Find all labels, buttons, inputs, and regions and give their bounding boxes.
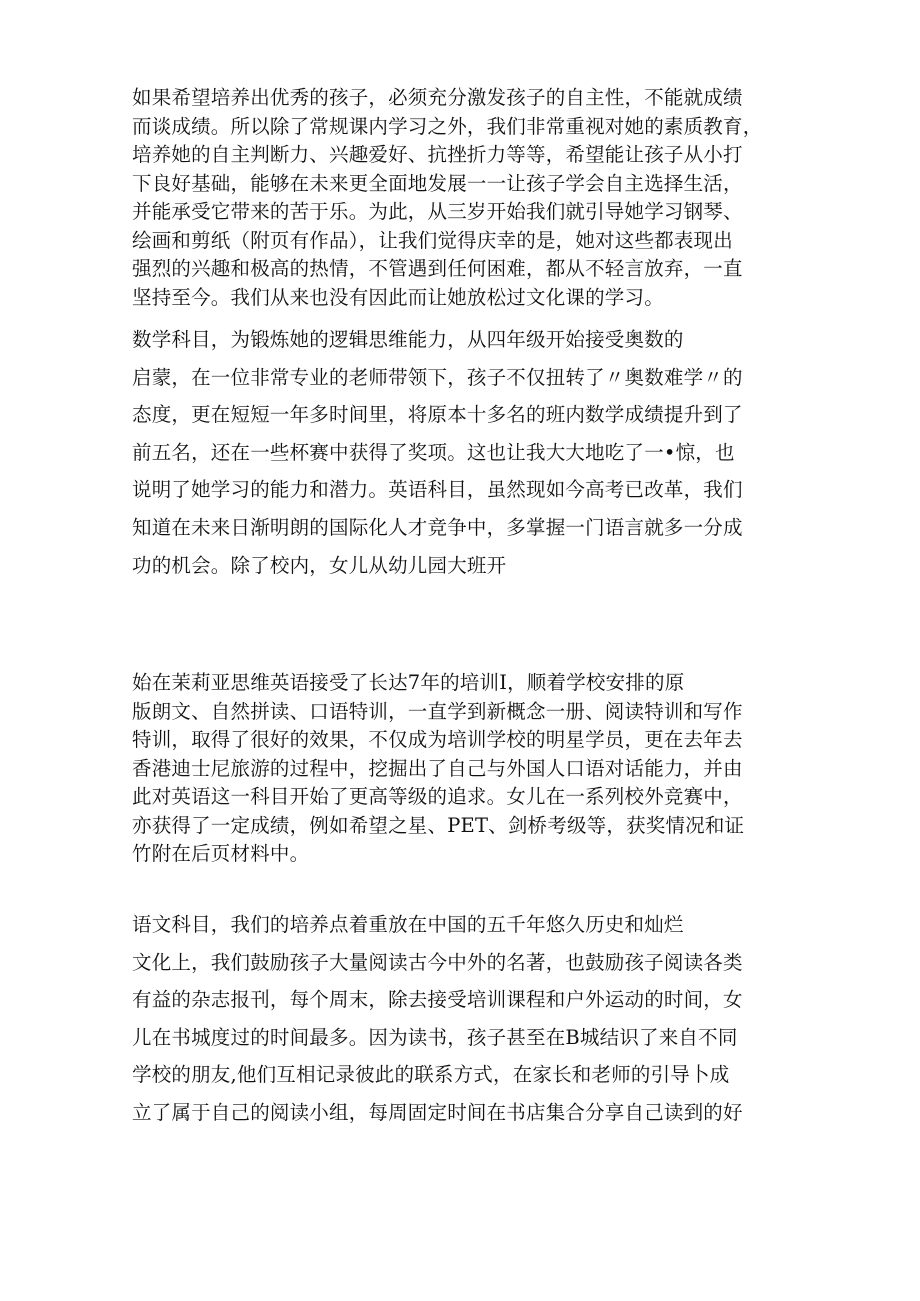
text-line: 态度，更在短短一年多时间里，将原本十多名的班内数学成绩提升到了 (132, 403, 743, 427)
text-line: 并能承受它带来的苦于乐。为此，从三岁开始我们就引导她学习钢琴、 (132, 200, 743, 223)
text-line: 坚持至今。我们从来也没有因此而让她放松过文化课的学习。 (132, 285, 664, 309)
paragraph-english (132, 669, 804, 869)
text-line: 功的机会。除了校内，女儿从幼儿园大班开 (132, 553, 507, 577)
text-line: 语文科目，我们的培养点着重放在中国的五千年悠久历史和灿烂 (132, 913, 684, 936)
text-line: 亦获得了一定成绩，例如希望之星、PET、剑桥考级等，获奖情况和证 (132, 813, 745, 837)
text-line: 始在茉莉亚思维英语接受了长达7年的培训I，顺着学校安排的原 (132, 671, 685, 694)
text-line: 儿在书城度过的时间最多。因为读书，孩子甚至在B城结识了来自不同 (132, 1025, 738, 1049)
text-line: 立了属于自己的阅读小组，每周固定时间在书店集合分享自己读到的好 (132, 1100, 743, 1124)
text-line: 此对英语这一科目开始了更高等级的追求。女儿在一系列校外竞赛中， (132, 785, 743, 808)
text-line: 知道在未来日渐明朗的国际化人才竞争中，多掌握一门语言就多一分成 (132, 515, 743, 539)
text-line: 启蒙，在一位非常专业的老师带领下，孩子不仅扭转了〃奥数难学〃的 (132, 365, 743, 389)
text-line: 版朗文、自然拼读、口语特训，一直学到新概念一册、阅读特训和写作 (132, 699, 743, 723)
paragraph-intro (132, 84, 804, 312)
text-line: 强烈的兴趣和极高的热情，不管遇到任何困难，都从不轻言放弃，一直 (132, 257, 743, 280)
text-line: 而谈成绩。所以除了常规课内学习之外，我们非常重视对她的素质教育， (132, 114, 763, 138)
text-line: 学校的朋友,他们互相记录彼此的联系方式，在家长和老师的引导卜成 (132, 1063, 730, 1087)
text-line: 竹附在后页材料中。 (132, 842, 310, 865)
text-line: 数学科目，为锻炼她的逻辑思维能力，从四年级开始接受奥数的 (132, 328, 684, 351)
text-line: 有益的杂志报刊，每个周末，除去接受培训课程和户外运动的时间，女 (132, 988, 743, 1012)
text-line: 如果希望培养出优秀的孩子，必须充分激发孩子的自主性，不能就成绩 (132, 86, 743, 109)
text-line: 前五名，还在一些杯赛中获得了奖项。这也让我大大地吃了一•惊，也 (132, 440, 735, 464)
text-line: 绘画和剪纸（附页有作品），让我们觉得庆幸的是，她对这些都表现出 (132, 228, 733, 252)
text-line: 说明了她学习的能力和潜力。英语科目，虽然现如今高考已改革，我们 (132, 478, 743, 502)
text-line: 香港迪士尼旅游的过程中，挖掘出了自己与外国人口语对话能力，并由 (132, 756, 743, 780)
paragraph-chinese (132, 906, 804, 1132)
text-line: 文化上，我们鼓励孩子大量阅读古今中外的名著，也鼓励孩子阅读各类 (132, 950, 743, 974)
text-line: 培养她的自主判断力、兴趣爱好、抗挫折力等等，希望能让孩子从小打 (132, 143, 743, 166)
text-line: 特训，取得了很好的效果，不仅成为培训学校的明星学员，更在去年去 (132, 728, 743, 751)
paragraph-math (132, 321, 804, 584)
text-line: 下良好基础，能够在未来更全面地发展一一让孩子学会自主选择生活， (132, 171, 743, 195)
